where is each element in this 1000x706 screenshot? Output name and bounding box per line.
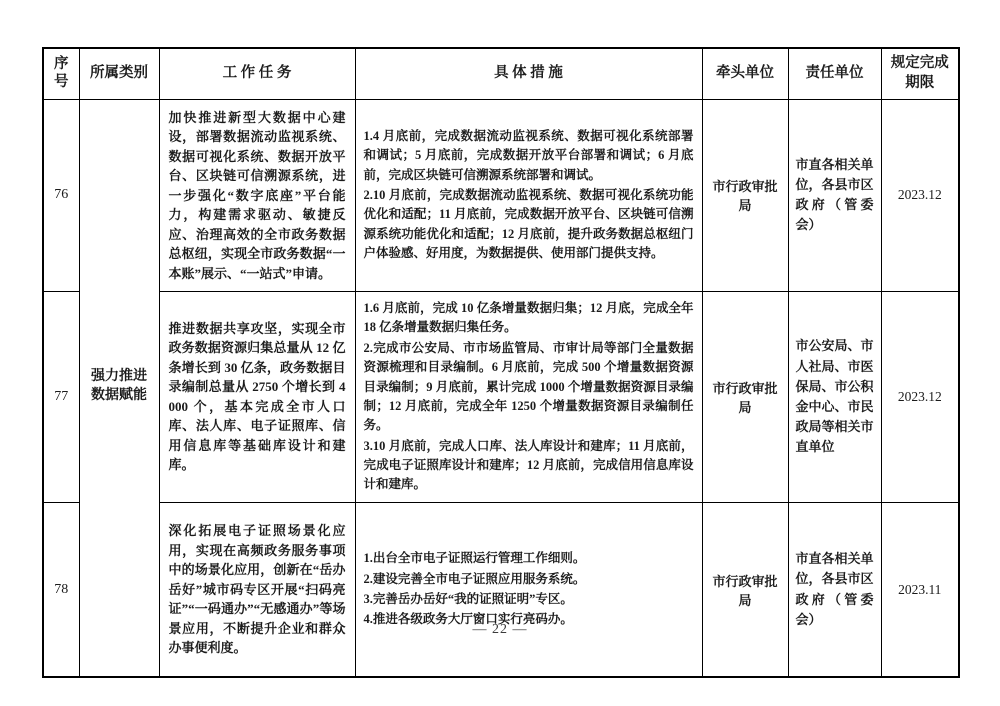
- table-row-76: [43, 99, 959, 292]
- row-77-responsible-unit: 市公安局、市人社局、市医保局、市公积金中心、市民政局等相关市直单位: [788, 292, 881, 503]
- header-index-label: 序号: [54, 55, 69, 91]
- row-78-lead-unit: 市行政审批局: [702, 502, 788, 677]
- measure-line: 2.完成市公安局、市市场监管局、市审计局等部门全量数据资源梳理和目录编制。6 月底前，完成 500 个增量数据资源目录编制；9 月底前，累计完成 1000 个增量数据资源目录编制；12 月底前，完成全年 1250 个增量数据资源目录编制任务。: [363, 340, 694, 433]
- table-row-78: [43, 502, 959, 677]
- row-77-task: 推进数据共享攻坚，实现全市政务数据资源归集总量从 12 亿条增长到 30 亿条，政务数据目录编制总量从 2750 个增长到 4000 个，基本完成全市人口库、法人库、电子证照库、信用信息库等基础库设计和建库。: [159, 292, 355, 503]
- row-78-deadline: 2023.11: [881, 502, 959, 677]
- measure-line: 2.建设完善全市电子证照应用服务系统。: [363, 571, 586, 586]
- work-plan-table: [42, 47, 960, 678]
- category-cell: [79, 99, 159, 677]
- page-number: — 22 —: [472, 622, 528, 637]
- row-76-responsible-unit: 市直各相关单位，各县市区政府（管委会）: [788, 99, 881, 292]
- measure-line: 4.推进各级政务大厅窗口实行亮码办。: [363, 612, 573, 627]
- header-measures-label: 具 体 措 施: [494, 64, 563, 81]
- row-78-index: 78: [43, 502, 79, 677]
- header-index: [43, 48, 79, 99]
- row-78-responsible-unit: 市直各相关单位，各县市区政府（管委会）: [788, 502, 881, 677]
- row-76-deadline: 2023.12: [881, 99, 959, 292]
- header-lead-unit-label: 牵头单位: [716, 64, 774, 81]
- header-task-label: 工 作 任 务: [222, 64, 292, 81]
- row-77-deadline: 2023.12: [881, 292, 959, 503]
- header-responsible-unit: [788, 48, 881, 99]
- header-deadline: [881, 48, 959, 99]
- row-77-measures: [355, 292, 702, 503]
- header-task: [159, 48, 355, 99]
- header-measures: [355, 48, 702, 99]
- row-76-index: 76: [43, 99, 79, 292]
- header-responsible-unit-label: 责任单位: [805, 64, 864, 81]
- row-77-index: 77: [43, 292, 79, 503]
- header-category: [79, 48, 159, 99]
- row-76-task: 加快推进新型大数据中心建设，部署数据流动监视系统、数据可视化系统、数据开放平台、区块链可信溯源系统，进一步强化“数字底座”平台能力，构建需求驱动、敏捷反应、治理高效的全市政务数据总枢纽，实现全市政务数据“一本账”展示、“一站式”申请。: [159, 99, 355, 292]
- row-78-measures: [355, 502, 702, 677]
- measure-line: 1.4 月底前，完成数据流动监视系统、数据可视化系统部署和调试；5 月底前，完成数据开放平台部署和调试；6 月底前，完成区块链可信溯源系统部署和调试。: [363, 128, 694, 182]
- category-label: 强力推进数据赋能: [90, 369, 147, 404]
- measure-line: 3.完善岳办岳好“我的证照证明”专区。: [363, 592, 573, 606]
- row-77-lead-unit: 市行政审批局: [702, 292, 788, 503]
- row-76-measures: [355, 99, 702, 292]
- header-lead-unit: [702, 48, 788, 99]
- measure-line: 1.出台全市电子证照运行管理工作细则。: [363, 551, 586, 566]
- table-header-row: [43, 48, 959, 99]
- header-deadline-label: 规定完成期限: [890, 55, 949, 91]
- measure-line: 3.10 月底前，完成人口库、法人库设计和建库；11 月底前，完成电子证照库设计和建库；12 月底前，完成信用信息库设计和建库。: [363, 438, 694, 492]
- header-category-label: 所属类别: [90, 64, 148, 81]
- measure-line: 1.6 月底前，完成 10 亿条增量数据归集；12 月底，完成全年 18 亿条增量数据归集任务。: [363, 301, 694, 335]
- row-78-task: 深化拓展电子证照场景化应用，实现在高频政务服务事项中的场景化应用，创新在“岳办岳好”城市码专区开展“扫码亮证”“一码通办”“无感通办”等场景应用，不断提升企业和群众办事便利度。: [159, 502, 355, 677]
- measure-line: 2.10 月底前，完成数据流动监视系统、数据可视化系统功能优化和适配；11 月底前，完成数据开放平台、区块链可信溯源系统功能优化和适配；12 月底前，提升政务数据总枢纽门户体验感、好用度，为数据提供、使用部门提供支持。: [363, 188, 694, 261]
- table-row-77: [43, 292, 959, 503]
- row-76-lead-unit: 市行政审批局: [702, 99, 788, 292]
